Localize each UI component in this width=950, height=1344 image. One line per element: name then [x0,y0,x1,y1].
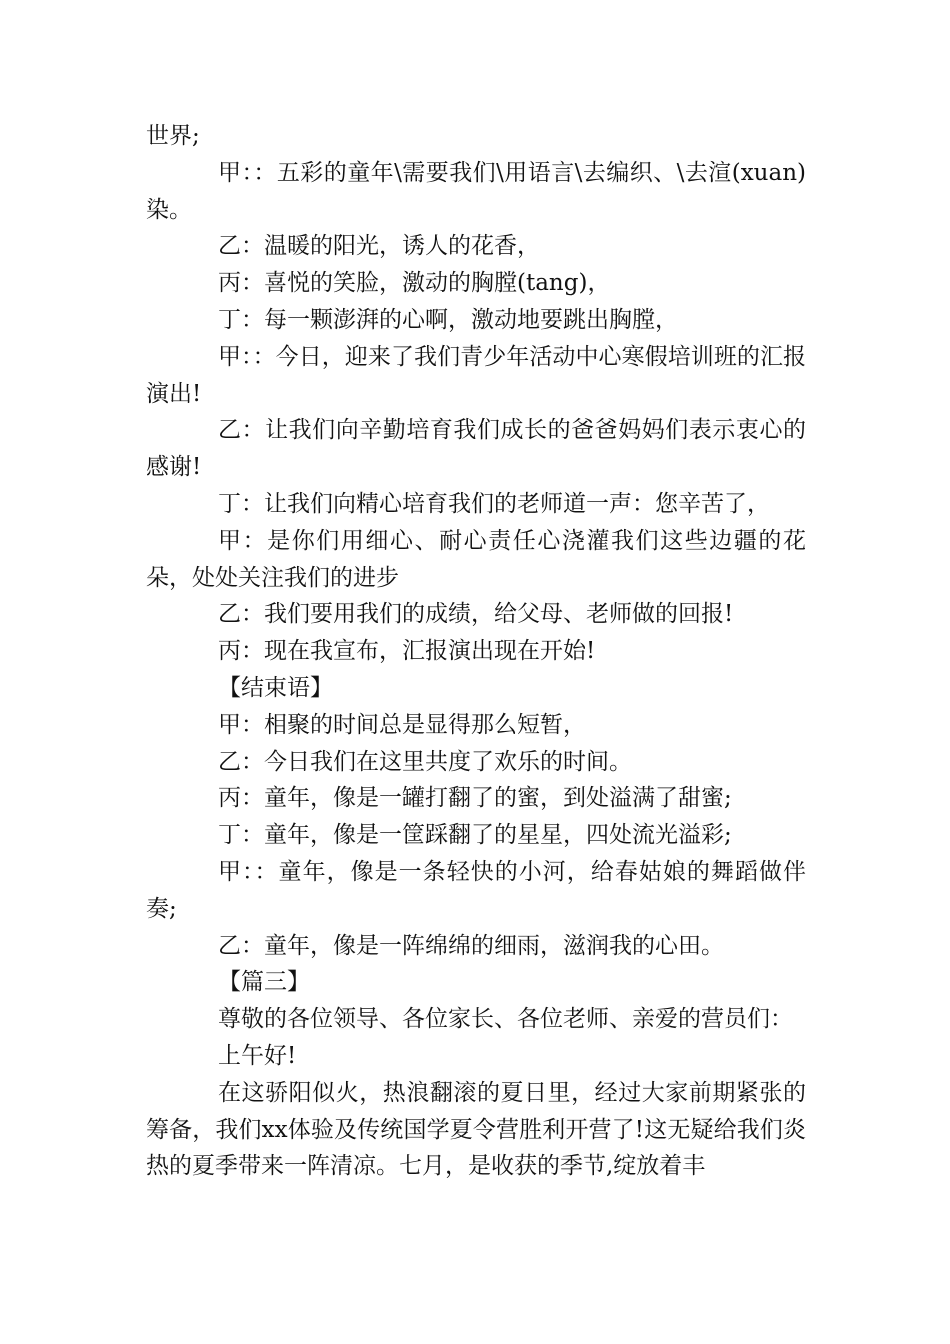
paragraph: 丙：童年，像是一罐打翻了的蜜，到处溢满了甜蜜; [218,785,732,812]
paragraph: 乙：让我们向辛勤培育我们成长的爸爸妈妈们表示衷心的感谢! [146,417,806,481]
paragraph: 世界; [146,123,200,149]
paragraph: 乙：今日我们在这里共度了欢乐的时间。 [218,748,632,775]
paragraph: 丁：每一颗澎湃的心啊，激动地要跳出胸膛， [218,306,678,333]
paragraph: 在这骄阳似火，热浪翻滚的夏日里，经过大家前期紧张的筹备，我们xx体验及传统国学夏令营胜利开营了!这无疑给我们炎热的夏季带来一阵清凉。七月，是收获的季节,绽放着丰 [146,1079,806,1180]
paragraph: 甲：：童年，像是一条轻快的小河，给春姑娘的舞蹈做伴奏; [146,858,806,922]
section-heading: 【篇三】 [218,969,310,996]
document-body [146,118,806,1185]
paragraph: 丙：喜悦的笑脸，激动的胸膛(tang)， [218,270,611,297]
paragraph: 甲：：五彩的童年\需要我们\用语言\去编织、\去渲(xuan)染。 [146,159,806,223]
paragraph: 尊敬的各位领导、各位家长、各位老师、亲爱的营员们： [218,1006,793,1033]
paragraph: 丁：童年，像是一筐踩翻了的星星，四处流光溢彩; [218,822,732,849]
paragraph: 丁：让我们向精心培育我们的老师道一声：您辛苦了， [218,490,770,517]
paragraph: 甲：：今日，迎来了我们青少年活动中心寒假培训班的汇报演出! [146,343,806,407]
section-heading: 【结束语】 [218,674,333,701]
paragraph: 乙：温暖的阳光，诱人的花香， [218,233,540,260]
paragraph: 乙：我们要用我们的成绩，给父母、老师做的回报! [218,601,734,628]
paragraph: 甲：是你们用细心、耐心责任心浇灌我们这些边疆的花朵，处处关注我们的进步 [146,527,806,591]
paragraph: 乙：童年，像是一阵绵绵的细雨，滋润我的心田。 [218,932,724,959]
paragraph: 丙：现在我宣布，汇报演出现在开始! [218,638,596,665]
paragraph: 上午好! [218,1042,297,1069]
paragraph: 甲：相聚的时间总是显得那么短暂， [218,711,586,738]
